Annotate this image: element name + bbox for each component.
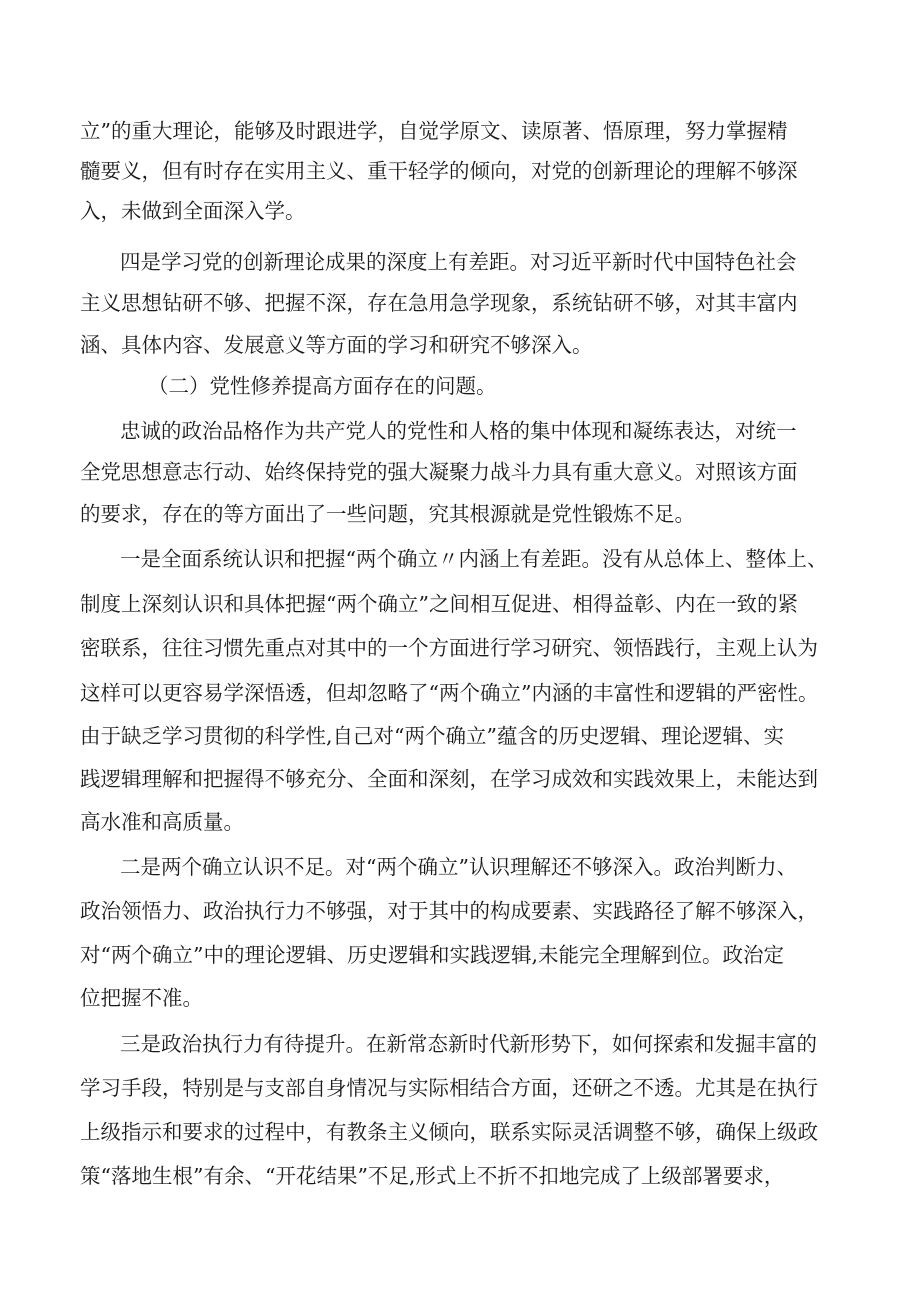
paragraph-first-line: 忠诚的政治品格作为共产党人的党性和人格的集中体现和凝练表达，对统一 <box>120 419 797 443</box>
text-line: 对“两个确立”中的理论逻辑、历史逻辑和实践逻辑,未能完全理解到位。政治定 <box>80 943 784 967</box>
paragraph-first-line: 三是政治执行力有待提升。在新常态新时代新形势下，如何探索和发掘丰富的 <box>120 1032 817 1056</box>
text-line: 全党思想意志行动、始终保持党的强大凝聚力战斗力具有重大意义。对照该方面 <box>80 460 798 484</box>
text-line: 这样可以更容易学深悟透，但却忽略了“两个确立”内涵的丰富性和逻辑的严密性。 <box>80 681 819 705</box>
text-line: 的要求，存在的等方面出了一些问题，究其根源就是党性锻炼不足。 <box>80 502 695 526</box>
text-line: 学习手段，特别是与支部自身情况与实际相结合方面，还研之不透。尤其是在执行 <box>80 1076 818 1100</box>
paragraph-first-line: 一是全面系统认识和把握“两个确立〃内涵上有差距。没有从总体上、整体上、 <box>120 547 828 571</box>
text-line: 制度上深刻认识和具体把握“两个确立”之间相互促进、相得益彰、内在一致的紧 <box>80 592 798 616</box>
text-line: 践逻辑理解和把握得不够充分、全面和深刻，在学习成效和实践效果上，未能达到 <box>80 767 818 791</box>
text-line: 涵、具体内容、发展意义等方面的学习和研究不够深入。 <box>80 333 593 357</box>
text-line: 髓要义，但有时存在实用主义、重干轻学的倾向，对党的创新理论的理解不够深 <box>80 159 798 183</box>
text-line: 立”的重大理论，能够及时跟进学，自觉学原文、读原著、悟原理，努力掌握精 <box>80 119 788 143</box>
text-line: 由于缺乏学习贯彻的科学性,自己对“两个确立”蕴含的历史逻辑、理论逻辑、实 <box>80 724 784 748</box>
text-line: 策“落地生根”有余、“开花结果”不足,形式上不折不扣地完成了上级部署要求， <box>80 1164 785 1188</box>
paragraph-first-line: 二是两个确立认识不足。对“两个确立”认识理解还不够深入。政治判断力、 <box>120 855 797 879</box>
text-line: 高水准和高质量。 <box>80 810 244 834</box>
text-line: 入，未做到全面深入学。 <box>80 199 306 223</box>
text-line: 位把握不准。 <box>80 986 203 1010</box>
text-line: 密联系，往往习惯先重点对其中的一个方面进行学习研究、领悟践行，主观上认为 <box>80 636 818 660</box>
section-heading: （二）党性修养提高方面存在的问题。 <box>148 374 497 398</box>
text-line: 政治领悟力、政治执行力不够强，对于其中的构成要素、实践路径了解不够深入， <box>80 899 818 923</box>
text-line: 上级指示和要求的过程中，有教条主义倾向，联系实际灵活调整不够，确保上级政 <box>80 1120 818 1144</box>
paragraph-first-line: 四是学习党的创新理论成果的深度上有差距。对习近平新时代中国特色社会 <box>120 250 797 274</box>
text-line: 主义思想钻研不够、把握不深，存在急用急学现象，系统钻研不够，对其丰富内 <box>80 291 798 315</box>
